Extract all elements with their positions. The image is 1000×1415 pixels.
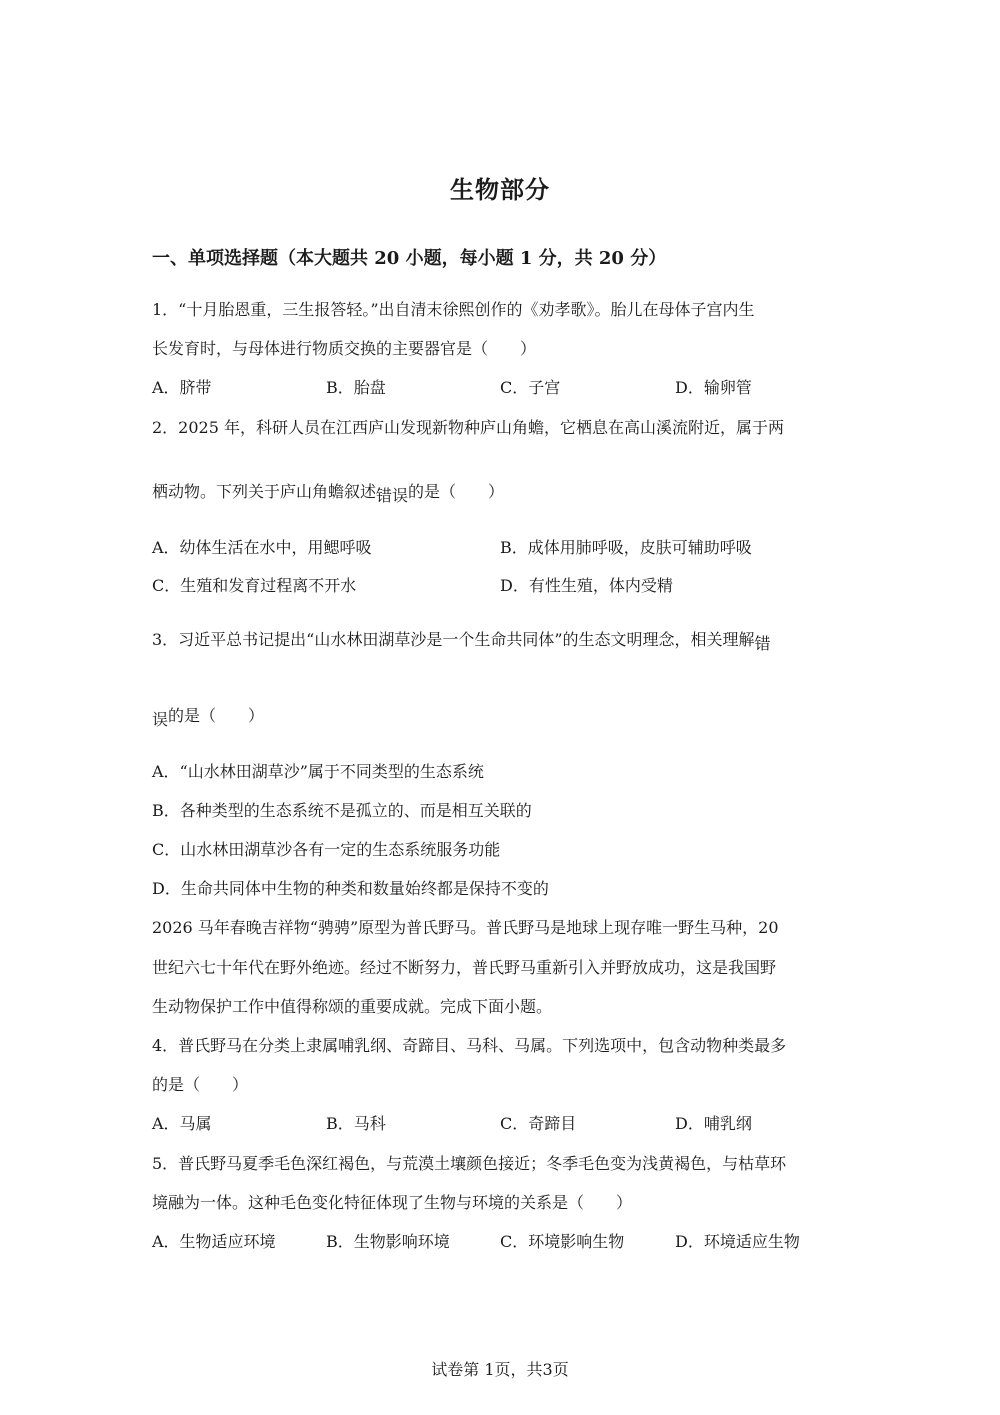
question-4-option-a: A．马属 — [152, 1114, 212, 1133]
question-3-stem-line1 — [152, 630, 771, 653]
question-3-emphasis-word-a: 错 — [754, 634, 771, 653]
question-2-option-a: A．幼体生活在水中，用鳃呼吸 — [152, 538, 372, 557]
question-1-stem-line1: 1．“十月胎恩重，三生报答轻。”出自清末徐熙创作的《劝孝歌》。胎儿在母体子宫内生 — [152, 300, 755, 319]
question-3-option-c: C．山水林田湖草沙各有一定的生态系统服务功能 — [152, 840, 501, 859]
question-3-stem-part1: 3．习近平总书记提出“山水林田湖草沙是一个生命共同体”的生态文明理念，相关理解 — [152, 630, 755, 649]
question-2-stem-part2: 的是（ ） — [408, 482, 505, 501]
question-3-option-b: B．各种类型的生态系统不是孤立的、而是相互关联的 — [152, 801, 532, 820]
question-4-option-b: B．马科 — [326, 1114, 386, 1133]
passage-line1: 2026 马年春晚吉祥物“骋骋”原型为普氏野马。普氏野马是地球上现存唯一野生马种，20 — [152, 918, 779, 937]
question-3-option-a: A．“山水林田湖草沙”属于不同类型的生态系统 — [152, 762, 484, 781]
passage-line3: 生动物保护工作中值得称颂的重要成就。完成下面小题。 — [152, 997, 553, 1016]
question-1-stem-line2: 长发育时，与母体进行物质交换的主要器官是（ ） — [152, 339, 537, 358]
question-2-stem-part1: 栖动物。下列关于庐山角蟾叙述 — [152, 482, 377, 501]
question-4-stem-line2: 的是（ ） — [152, 1075, 249, 1094]
question-2-stem-line1: 2．2025 年，科研人员在江西庐山发现新物种庐山角蟾，它栖息在高山溪流附近，属于两 — [152, 418, 784, 437]
question-5-option-a: A．生物适应环境 — [152, 1232, 276, 1251]
section-heading: 一、单项选择题（本大题共 20 小题，每小题 1 分，共 20 分） — [152, 248, 667, 269]
question-5-stem-line2: 境融为一体。这种毛色变化特征体现了生物与环境的关系是（ ） — [152, 1193, 633, 1212]
question-5-option-c: C．环境影响生物 — [500, 1232, 625, 1251]
question-2-emphasis-word: 错误 — [376, 486, 409, 505]
question-3-option-d: D．生命共同体中生物的种类和数量始终都是保持不变的 — [152, 879, 549, 898]
question-2-stem-line2 — [152, 482, 505, 505]
question-2-option-d: D．有性生殖，体内受精 — [500, 576, 673, 595]
question-4-option-d: D．哺乳纲 — [675, 1114, 752, 1133]
page-footer: 试卷第 1页，共3页 — [431, 1360, 569, 1379]
question-2-option-b: B．成体用肺呼吸，皮肤可辅助呼吸 — [500, 538, 752, 557]
question-2-option-c: C．生殖和发育过程离不开水 — [152, 576, 357, 595]
question-5-option-d: D．环境适应生物 — [675, 1232, 800, 1251]
question-3-stem-line2 — [152, 706, 265, 729]
page-title: 生物部分 — [450, 175, 550, 204]
question-5-stem-line1: 5．普氏野马夏季毛色深红褐色，与荒漠土壤颜色接近；冬季毛色变为浅黄褐色，与枯草环 — [152, 1154, 787, 1173]
question-1-option-a: A．脐带 — [152, 378, 212, 397]
question-4-stem-line1: 4．普氏野马在分类上隶属哺乳纲、奇蹄目、马科、马属。下列选项中，包含动物种类最多 — [152, 1036, 787, 1055]
question-3-stem-part2: 的是（ ） — [168, 706, 265, 725]
question-1-option-c: C．子宫 — [500, 378, 561, 397]
question-3-emphasis-word-b: 误 — [152, 710, 169, 729]
passage-line2: 世纪六七十年代在野外绝迹。经过不断努力，普氏野马重新引入并野放成功，这是我国野 — [152, 958, 777, 977]
question-4-option-c: C．奇蹄目 — [500, 1114, 577, 1133]
question-1-option-b: B．胎盘 — [326, 378, 386, 397]
question-5-option-b: B．生物影响环境 — [326, 1232, 450, 1251]
question-1-option-d: D．输卵管 — [675, 378, 752, 397]
